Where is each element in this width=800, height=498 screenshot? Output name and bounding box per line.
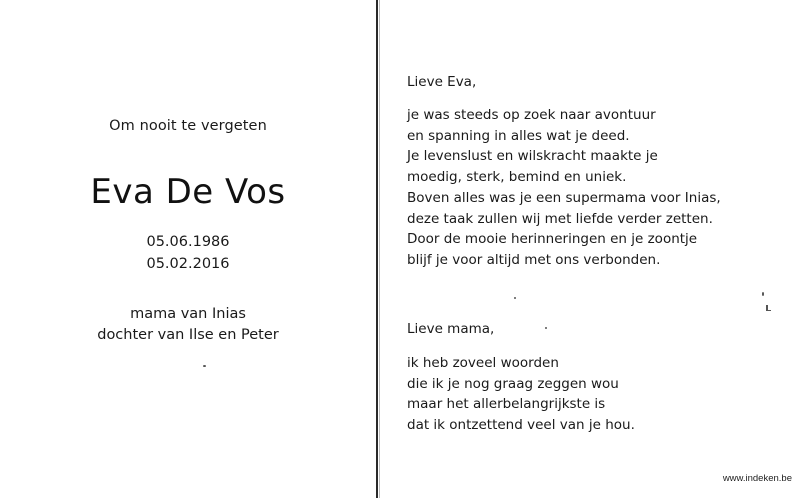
poem-eva <box>407 105 721 271</box>
poem-line: ik heb zoveel woorden <box>407 355 559 371</box>
left-panel <box>0 0 376 498</box>
scan-speck <box>766 310 771 311</box>
poem-line: die ik je nog graag zeggen wou <box>407 375 619 392</box>
poem-line: maar het allerbelangrijkste is <box>407 396 606 413</box>
poem-line: Boven alles was je een supermama voor Inias, <box>407 189 721 206</box>
poem-line: en spanning in alles wat je deed. <box>407 127 630 144</box>
poem-line: deze taak zullen wij met liefde verder zetten. <box>407 210 713 227</box>
relation-line-1: mama van Inias <box>130 306 246 322</box>
poem-line: je was steeds op zoek naar avontuur <box>407 107 656 123</box>
scan-speck <box>514 297 516 299</box>
scan-speck <box>545 327 547 329</box>
deceased-name: Eva De Vos <box>90 172 286 212</box>
fold-line <box>376 0 378 498</box>
poem-mama <box>407 353 635 436</box>
poem-line: Door de mooie herinneringen en je zoontje <box>407 231 698 248</box>
website-watermark: www.indeken.be <box>722 473 792 484</box>
right-panel <box>380 0 800 498</box>
birth-date: 05.06.1986 <box>146 234 230 250</box>
scan-speck <box>203 365 206 367</box>
salutation-eva: Lieve Eva, <box>407 74 477 90</box>
salutation-mama: Lieve mama, <box>407 321 495 337</box>
poem-line: moedig, sterk, bemind en uniek. <box>407 169 627 186</box>
death-date: 05.02.2016 <box>146 256 230 272</box>
poem-line: blijf je voor altijd met ons verbonden. <box>407 251 661 268</box>
intro-text: Om nooit te vergeten <box>109 118 267 134</box>
relation-line-2: dochter van Ilse en Peter <box>97 327 279 343</box>
scan-speck <box>762 292 764 296</box>
poem-line: dat ik ontzettend veel van je hou. <box>407 417 635 434</box>
poem-line: Je levenslust en wilskracht maakte je <box>407 148 658 165</box>
